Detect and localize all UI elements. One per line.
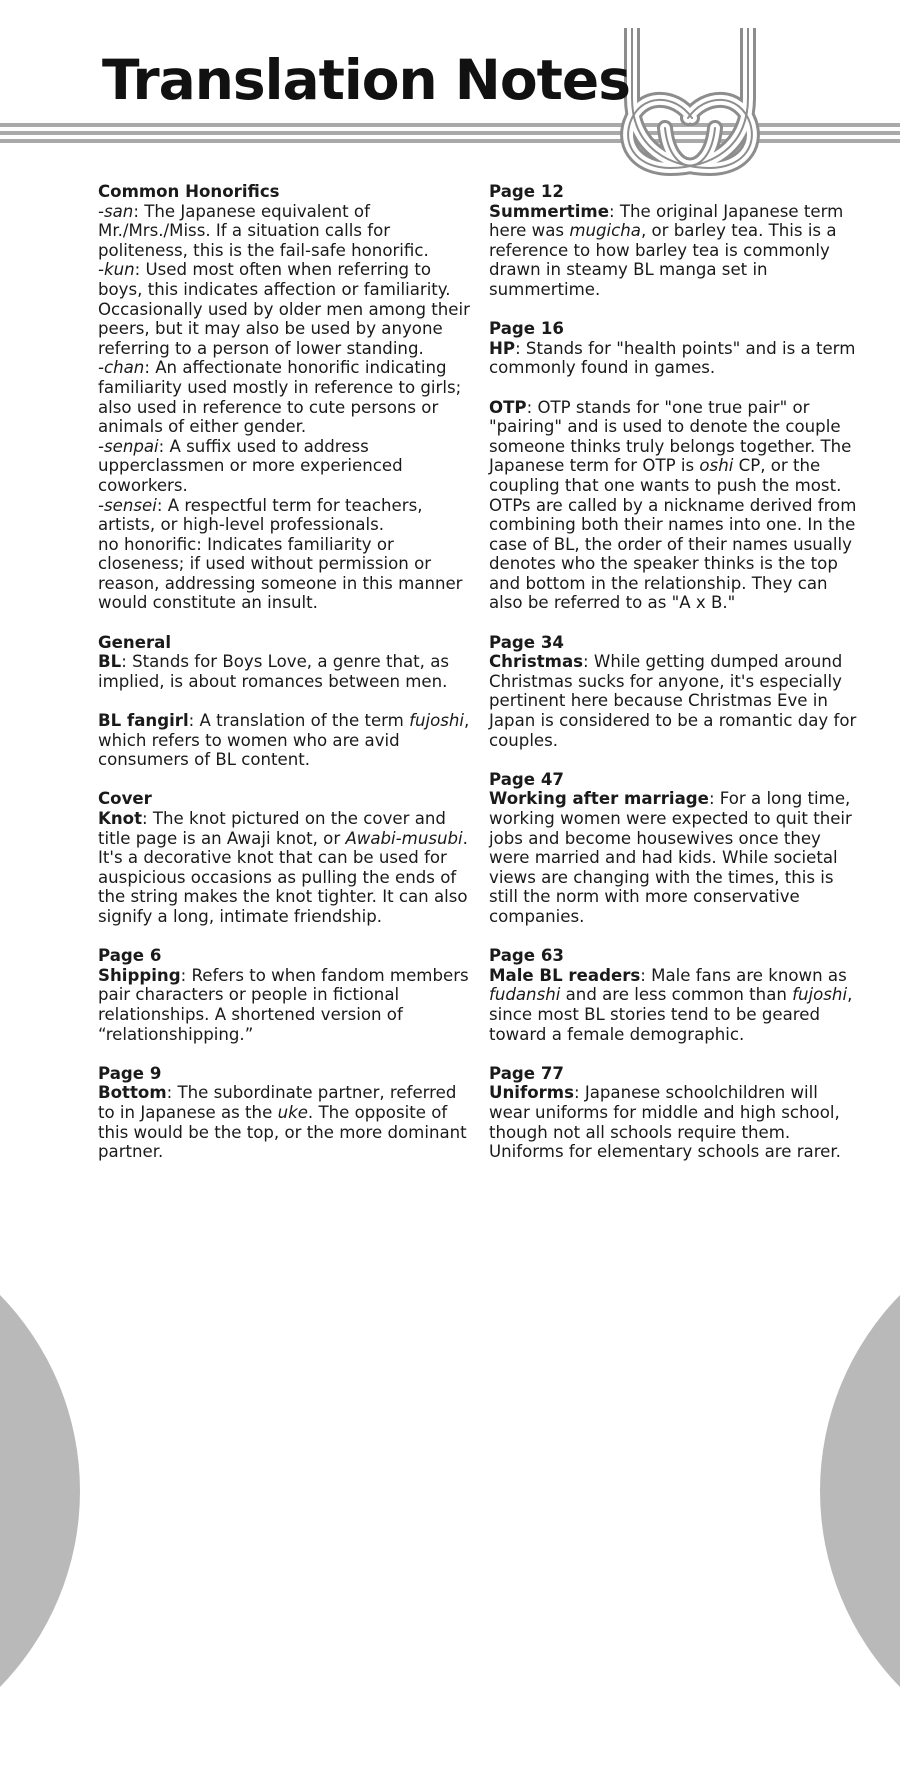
honorific-kun: -kun: Used most often when referring to boys, this indicates affection or familiarity. Occasionally used by older men among their peers, but it may also be used by anyone referring to a person of lower standing. xyxy=(98,260,470,358)
section-general xyxy=(98,633,470,770)
section-heading: Page 47 xyxy=(489,769,564,789)
corner-decoration-bottom-left xyxy=(0,1211,80,1771)
section-page-34 xyxy=(489,633,859,751)
honorific-none: no honorific: Indicates familiarity or closeness; if used without permission or reason, addressing someone in this manner would constitute an insult. xyxy=(98,534,463,613)
section-heading: Page 9 xyxy=(98,1063,162,1083)
section-heading: Page 16 xyxy=(489,319,564,339)
section-page-12 xyxy=(489,182,859,300)
section-page-16 xyxy=(489,319,859,613)
note-bl-fangirl: BL fangirl: A translation of the term fujoshi, which refers to women who are avid consumers of BL content. xyxy=(98,711,470,770)
corner-decoration-bottom-right xyxy=(820,1211,900,1771)
note-uniforms: Uniforms: Japanese schoolchildren will wear uniforms for middle and high school, though not all schools require them. Uniforms for elementary schools are rarer. xyxy=(489,1083,841,1162)
note-knot: Knot: The knot pictured on the cover and title page is an Awaji knot, or Awabi-musubi. It's a decorative knot that can be used for auspicious occasions as pulling the ends of the string makes the knot tighter. It can also signify a long, intimate friendship. xyxy=(98,809,468,926)
note-shipping: Shipping: Refers to when fandom members pair characters or people in fictional relationships. A shortened version of “relationshipping.” xyxy=(98,965,469,1044)
note-hp: HP: Stands for "health points" and is a term commonly found in games. xyxy=(489,338,856,378)
section-page-6 xyxy=(98,946,470,1044)
section-page-47 xyxy=(489,770,859,927)
section-heading: Page 77 xyxy=(489,1063,564,1083)
note-otp: OTP: OTP stands for "one true pair" or "pairing" and is used to denote the couple someone thinks truly belongs together. The Japanese term for OTP is oshi CP, or the coupling that one wants to push the most. OTPs are called by a nickname derived from combining both their names into one. In the case of BL, the order of their names usually denotes who the speaker thinks is the top and bottom in the relationship. They can also be referred to as "A x B." xyxy=(489,397,857,613)
section-page-9 xyxy=(98,1064,470,1162)
section-heading: Page 34 xyxy=(489,632,564,652)
section-heading: Page 63 xyxy=(489,946,564,966)
corner-decoration-top-right xyxy=(820,0,900,80)
section-heading: Common Honorifics xyxy=(98,182,280,201)
note-male-bl-readers: Male BL readers: Male fans are known as fudanshi and are less common than fujoshi, since most BL stories tend to be geared toward a female demographic. xyxy=(489,965,853,1044)
awaji-knot-icon xyxy=(610,28,770,198)
honorific-senpai: -senpai: A suffix used to address upperclassmen or more experienced coworkers. xyxy=(98,436,403,495)
honorific-sensei: -sensei: A respectful term for teachers, artists, or high-level professionals. xyxy=(98,495,423,535)
note-bl: BL: Stands for Boys Love, a genre that, as implied, is about romances between men. xyxy=(98,652,450,691)
right-column xyxy=(489,182,859,1162)
note-working-after-marriage: Working after marriage: For a long time, working women were expected to quit their jobs and become housewives once they were married and had kids. While societal views are changing with the times, this is still the norm with more conservative companies. xyxy=(489,789,852,926)
section-common-honorifics xyxy=(98,182,470,613)
section-cover xyxy=(98,789,470,926)
note-christmas: Christmas: While getting dumped around Christmas sucks for anyone, it's especially pertinent here because Christmas Eve in Japan is considered to be a romantic day for couples. xyxy=(489,652,857,750)
left-column xyxy=(98,182,470,1162)
section-heading: Cover xyxy=(98,789,152,809)
section-heading: Page 6 xyxy=(98,946,162,966)
section-page-63 xyxy=(489,946,859,1044)
note-bottom: Bottom: The subordinate partner, referred to in Japanese as the uke. The opposite of this would be the top, or the more dominant partner. xyxy=(98,1083,467,1162)
honorific-san: -san: The Japanese equivalent of Mr./Mrs./Miss. If a situation calls for politeness, this is the fail-safe honorific. xyxy=(98,201,429,260)
corner-decoration-top-left xyxy=(0,0,80,80)
note-summertime: Summertime: The original Japanese term here was mugicha, or barley tea. This is a reference to how barley tea is commonly drawn in steamy BL manga set in summertime. xyxy=(489,201,844,299)
page-title: Translation Notes xyxy=(102,48,630,112)
section-heading: General xyxy=(98,632,172,652)
section-page-77 xyxy=(489,1064,859,1162)
section-heading: Page 12 xyxy=(489,182,564,201)
honorific-chan: -chan: An affectionate honorific indicating familiarity used mostly in reference to girls; also used in reference to cute persons or animals of either gender. xyxy=(98,358,462,437)
